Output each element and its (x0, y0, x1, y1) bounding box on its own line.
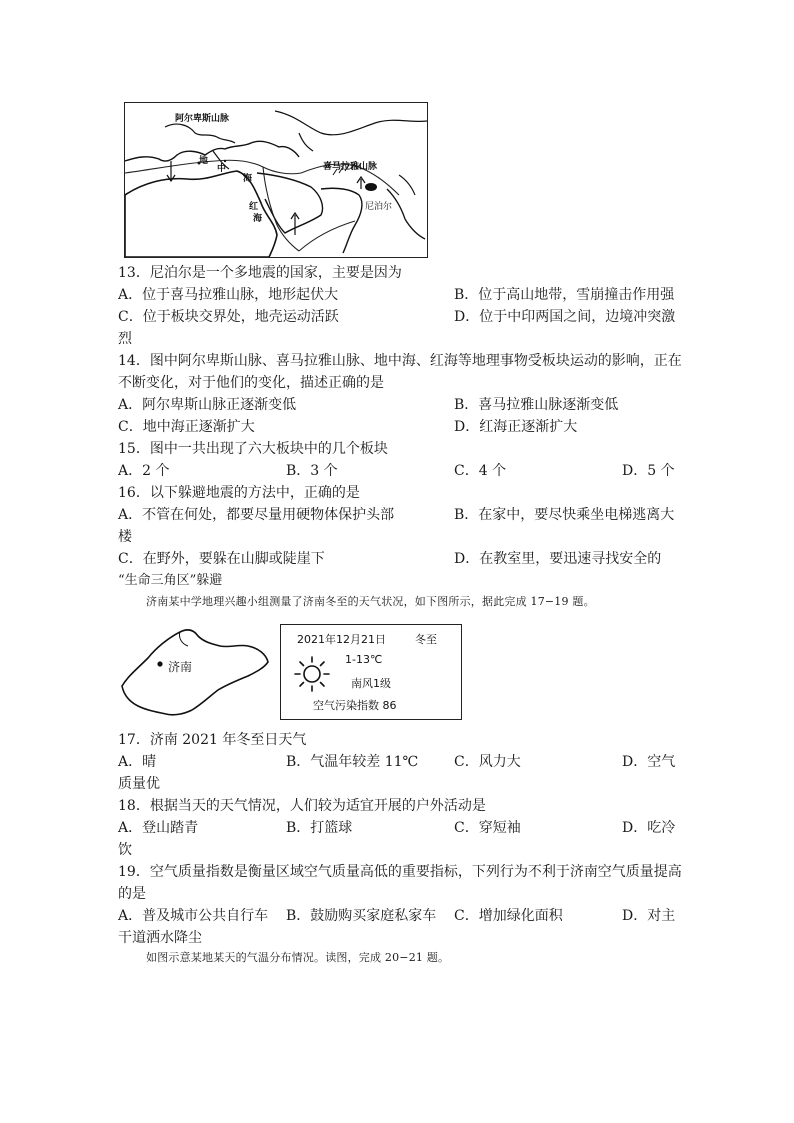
himalaya-label: 喜马拉雅山脉 (323, 162, 378, 172)
weather-wind: 南风1级 (351, 677, 391, 690)
q13-option-b: B．位于高山地带，雪崩撞击作用强 (454, 287, 675, 303)
q16-stem: 16．以下躲避地震的方法中，正确的是 (118, 485, 360, 501)
q19-option-b: B．鼓励购买家庭私家车 (286, 908, 437, 924)
sun-icon (293, 655, 331, 697)
q18-option-a: A．登山踏青 (118, 820, 199, 836)
q13-option-d-cont: 烈 (118, 331, 132, 347)
intro-17-19: 济南某中学地理兴趣小组测量了济南冬至的天气状况，如下图所示，据此完成 17−19 题。 (146, 595, 595, 608)
q19-option-d-cont: 干道洒水降尘 (118, 930, 202, 946)
weather-solar-term: 冬至 (415, 633, 437, 646)
q14-option-a: A．阿尔卑斯山脉正逐渐变低 (118, 397, 297, 413)
med-label-2: 中 (217, 164, 227, 174)
nepal-label: 尼泊尔 (365, 202, 393, 212)
weather-date: 2021年12月21日 (297, 633, 386, 646)
q18-option-c: C．穿短袖 (454, 820, 521, 836)
q14-option-d: D．红海正逐渐扩大 (454, 419, 578, 435)
q13-option-d: D．位于中印两国之间，边境冲突激 (454, 309, 676, 325)
weather-temperature: 1-13℃ (345, 653, 383, 666)
shandong-map (118, 624, 270, 718)
q19-stem-2: 的是 (118, 886, 146, 902)
q19-option-a: A．普及城市公共自行车 (118, 908, 269, 924)
q19-option-d: D．对主 (622, 908, 676, 924)
q18-option-d: D．吃冷 (622, 820, 676, 836)
plate-map-drawing (125, 103, 427, 257)
q15-option-a: A．2 个 (118, 463, 170, 479)
q16-option-b-cont: 楼 (118, 529, 132, 545)
q14-stem-2: 不断变化，对于他们的变化，描述正确的是 (118, 375, 384, 391)
q13-stem: 13．尼泊尔是一个多地震的国家，主要是因为 (118, 265, 402, 281)
weather-aqi: 空气污染指数 86 (313, 699, 397, 712)
q18-stem: 18．根据当天的天气情况，人们较为适宜开展的户外活动是 (118, 798, 486, 814)
med-label-3: 海 (243, 174, 253, 184)
q17-option-d: D．空气 (622, 754, 676, 770)
intro-20-21: 如图示意某地某天的气温分布情况。读图，完成 20−21 题。 (146, 951, 450, 964)
shandong-outline (118, 624, 270, 718)
q15-option-b: B．3 个 (286, 463, 338, 479)
red-sea-label-1: 红 (249, 202, 259, 212)
q16-option-a: A．不管在何处，都要尽量用硬物体保护头部 (118, 507, 395, 523)
q16-option-d-cont: “生命三角区”躲避 (118, 573, 223, 588)
alps-label: 阿尔卑斯山脉 (175, 114, 230, 124)
q15-option-d: D．5 个 (622, 463, 675, 479)
q15-option-c: C．4 个 (454, 463, 507, 479)
q19-stem-1: 19．空气质量指数是衡量区域空气质量高低的重要指标，下列行为不利于济南空气质量提高 (118, 864, 682, 880)
q18-option-b: B．打篮球 (286, 820, 353, 836)
q18-option-d-cont: 饮 (118, 842, 132, 858)
plate-boundary-map (124, 102, 428, 258)
red-sea-label-2: 海 (253, 214, 263, 224)
jinan-label: 济南 (168, 660, 193, 674)
q17-option-b: B．气温年较差 11℃ (286, 754, 419, 770)
q19-option-c: C．增加绿化面积 (454, 908, 563, 924)
q15-stem: 15．图中一共出现了六大板块中的几个板块 (118, 441, 388, 457)
q14-stem-1: 14．图中阿尔卑斯山脉、喜马拉雅山脉、地中海、红海等地理事物受板块运动的影响，正在 (118, 353, 682, 369)
q13-option-c: C．位于板块交界处，地壳运动活跃 (118, 309, 339, 325)
q16-option-d: D．在教室里，要迅速寻找安全的 (454, 551, 662, 567)
q16-option-c: C．在野外，要躲在山脚或陡崖下 (118, 551, 325, 567)
med-label-1: 地 (199, 156, 209, 166)
q16-option-b: B．在家中，要尽快乘坐电梯逃离大 (454, 507, 675, 523)
q14-option-b: B．喜马拉雅山脉逐渐变低 (454, 397, 619, 413)
q17-stem: 17．济南 2021 年冬至日天气 (118, 732, 307, 748)
q17-option-a: A．晴 (118, 754, 157, 770)
q13-option-a: A．位于喜马拉雅山脉，地形起伏大 (118, 287, 339, 303)
q17-option-c: C．风力大 (454, 754, 521, 770)
weather-card (280, 624, 462, 720)
q17-option-d-cont: 质量优 (118, 776, 160, 792)
q14-option-c: C．地中海正逐渐扩大 (118, 419, 255, 435)
